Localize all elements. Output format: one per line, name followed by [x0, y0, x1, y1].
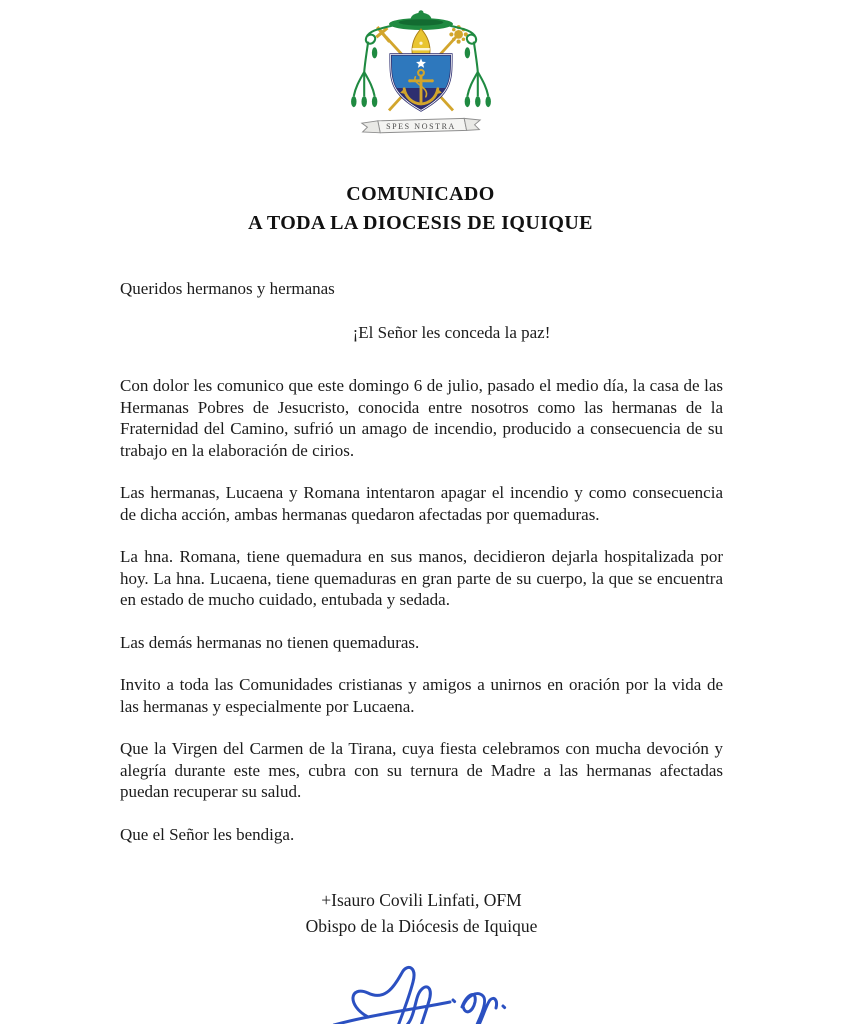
- motto-banner: [361, 118, 479, 132]
- coat-of-arms: [0, 0, 841, 144]
- shield-icon: [385, 50, 457, 116]
- greeting: ¡El Señor les conceda la paz!: [352, 322, 551, 342]
- signoff-block: [120, 887, 723, 939]
- title-line-2: A TODA LA DIOCESIS DE IQUIQUE: [248, 212, 593, 234]
- paragraph-sisters-burned: Las hermanas, Lucaena y Romana intentaron apagar el incendio y como consecuencia de dicha acción, ambas hermanas quedaron afectadas por quemaduras.: [120, 483, 723, 524]
- handwritten-signature: [0, 965, 841, 1024]
- letter-body: [120, 278, 723, 939]
- diocese-coat-of-arms-icon: [333, 8, 509, 144]
- paragraph-blessing: Que el Señor les bendiga.: [120, 824, 295, 844]
- paragraph-fire-report: Con dolor les comunico que este domingo 6 de julio, pasado el medio día, la casa de las Hermanas Pobres de Jesucristo, conocida entre nosotros como las hermanas de la Fraternidad del Camino, sufrió un amago de incendio, producido a consecuencia de su trabajo en la elaboración de cirios.: [120, 376, 723, 460]
- paragraph-virgen-del-carmen: Que la Virgen del Carmen de la Tirana, cuya fiesta celebramos con mucha devoción y alegría durante este mes, cubra con su ternura de Madre a las hermanas afectadas puedan recuperar su salud.: [120, 739, 723, 801]
- signoff-title: Obispo de la Diócesis de Iquique: [305, 916, 538, 936]
- signoff-name: +Isauro Covili Linfati, OFM: [321, 890, 522, 910]
- title-line-1: COMUNICADO: [346, 183, 495, 205]
- galero-icon: [389, 10, 453, 30]
- paragraph-prayer-invitation: Invito a toda las Comunidades cristianas y amigos a unirnos en oración por la vida de las hermanas y especialmente por Lucaena.: [120, 675, 723, 716]
- paragraph-medical-status: La hna. Romana, tiene quemadura en sus manos, decidieron dejarla hospitalizada por hoy. La hna. Lucaena, tiene quemaduras en gran parte de su cuerpo, la que se encuentra en estado de mucho cuidado, entubada y sedada.: [120, 547, 723, 609]
- paragraph-others-ok: Las demás hermanas no tienen quemaduras.: [120, 632, 420, 652]
- signature-ink-icon: [304, 965, 538, 1024]
- salutation: Queridos hermanos y hermanas: [120, 279, 335, 298]
- mitre-icon: [412, 29, 430, 54]
- motto-text: SPES NOSTRA: [385, 121, 456, 131]
- page-title: [0, 180, 841, 238]
